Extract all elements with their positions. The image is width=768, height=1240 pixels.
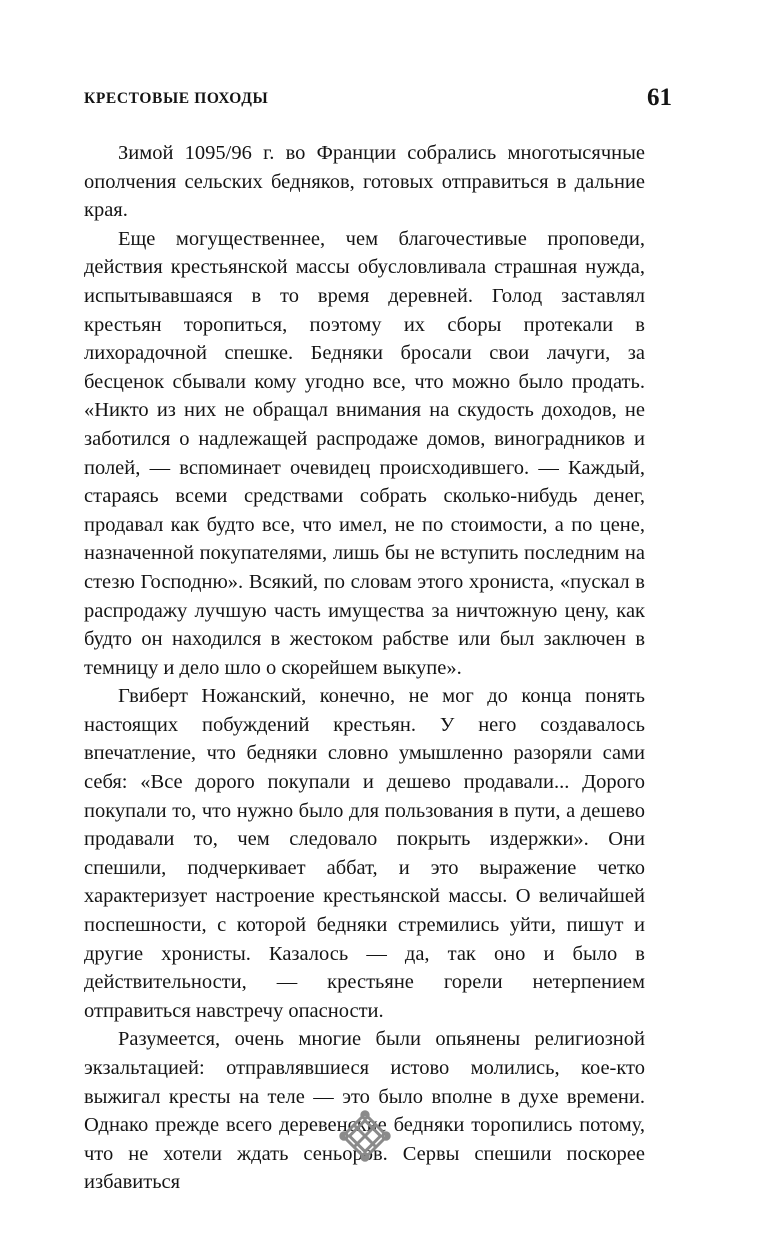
paragraph: Зимой 1095/96 г. во Франции собрались многотысячные ополчения сельских бедняков, готовых отправиться в дальние края. [84,142,645,222]
paragraph: Гвиберт Ножанский, конечно, не мог до конца понять настоящих побуждений крестьян. У него создавалось впечатление, что бедняки словно умышленно разоряли сами себя: «Все дорого покупали и дешево продавали... Дорого покупали то, что нужно было для пользования в пути, а дешево продавали то, чем следовало покрыть издержки». Они спешили, подчеркивает аббат, и это выражение четко характеризует настроение крестьянской массы. О величайшей поспешности, с которой бедняки стремились уйти, пишут и другие хронисты. Казалось — да, так оно и было в действительности, — крестьяне горели нетерпением отправиться навстречу опасности. [84,685,645,1022]
paragraph: Еще могущественнее, чем благочестивые проповеди, действия крестьянской массы обусловливала страшная нужда, испытывавшаяся в то время деревней. Голод заставлял крестьян торопиться, поэтому их сборы протекали в лихорадочной спешке. Бедняки бросали свои лачуги, за бесценок сбывали кому угодно все, что можно было продать. «Никто из них не обращал внимания на скудость доходов, не заботился о надлежащей распродаже домов, виноградников и полей, — вспоминает очевидец происходившего. — Каждый, стараясь всеми средствами собрать сколько-нибудь денег, продавал как будто все, что имел, не по стоимости, а по цене, назначенной покупателями, лишь бы не вступить последним на стезю Господню». Всякий, по словам этого хрониста, «пускал в распродажу лучшую часть имущества за ничтожную цену, как будто он находился в жестоком рабстве или был заключен в темницу и дело шло о скорейшем выкупе». [84,227,645,679]
celtic-knot-icon [339,1110,391,1162]
page-header [84,84,672,128]
body-text [84,139,645,1197]
paragraph: Разумеется, очень многие были опьянены религиозной экзальтацией: отправлявшиеся истово молились, кое-кто выжигал кресты на теле — это было вполне в духе времени. Однако прежде всего деревенские бедняки торопились потому, что не хотели ждать сеньоров. Сервы спешили поскорее избавиться [84,1028,645,1194]
page-number: 61 [647,84,672,111]
running-title: КРЕСТОВЫЕ ПОХОДЫ [84,90,269,107]
